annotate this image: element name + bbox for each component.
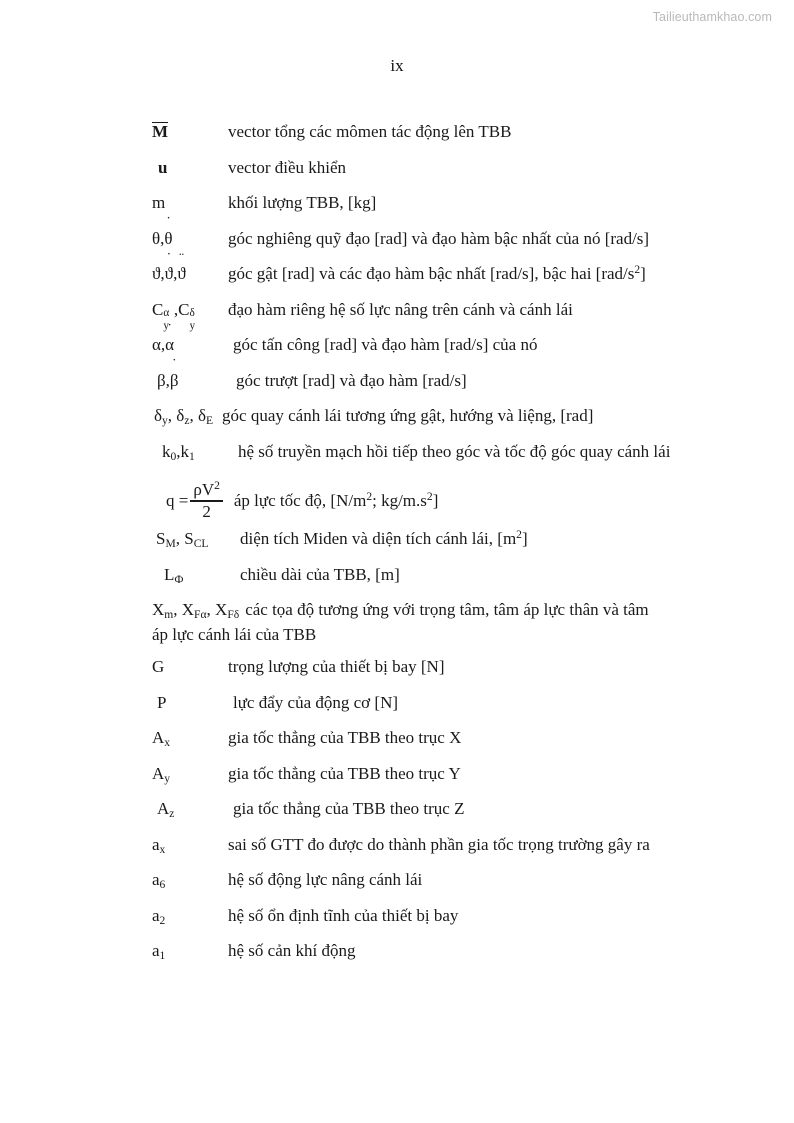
notation-row	[152, 120, 742, 156]
description-text-post: ]	[521, 529, 528, 548]
notation-row	[152, 691, 742, 727]
symbol-vartheta-dot: ˙ ϑ	[164, 250, 174, 283]
description-cell: gia tốc thẳng của TBB theo trục X	[228, 728, 462, 748]
superscript-alpha: α	[163, 307, 170, 320]
symbol-cell	[162, 440, 238, 465]
subscript-one: 1	[189, 449, 195, 463]
subscript-f-delta: Fδ	[227, 608, 240, 622]
notation-row	[152, 475, 742, 527]
symbol-a-y: A	[152, 763, 165, 783]
description-text-post: ]	[640, 264, 646, 283]
symbol-q: q	[166, 490, 175, 510]
description-superscript: 2	[516, 528, 522, 541]
dot-accent-icon: ˙	[166, 215, 171, 232]
symbol-alpha: α	[152, 335, 161, 354]
symbol-cell	[152, 191, 228, 216]
symbol-cell	[152, 939, 228, 964]
symbol-cell	[166, 478, 234, 522]
symbol-alpha-dot: ˙ α	[165, 321, 175, 354]
description-cell: vector tổng các mômen tác động lên TBB	[228, 122, 512, 141]
symbol-beta-dot: ˙ β	[169, 357, 179, 390]
description-cell: góc quay cánh lái tương ứng gật, hướng và liệng, [rad]	[222, 406, 594, 425]
symbol-theta-dot: ˙ θ	[164, 215, 173, 248]
notation-row	[152, 762, 742, 798]
description-cell: chiều dài của TBB, [m]	[240, 564, 400, 584]
symbol-comma: ,	[175, 529, 180, 548]
notation-row	[152, 250, 742, 298]
notation-row	[152, 598, 742, 623]
symbol-s-cl: S	[184, 529, 194, 548]
symbol-x-m: X	[152, 600, 165, 619]
description-cell: hệ số cản khí động	[228, 941, 356, 961]
symbol-comma: ,	[160, 228, 165, 248]
symbol-l-length: L	[164, 564, 175, 584]
superscript-delta: δ	[189, 307, 195, 320]
symbol-vartheta-ddot: ¨ ϑ	[177, 250, 186, 283]
symbol-c-alpha: C	[152, 299, 164, 319]
description-text-pre: áp lực tốc độ, [N/m	[233, 490, 367, 510]
subscript-cl: CL	[193, 537, 209, 551]
symbol-cell	[152, 833, 228, 858]
symbol-comma: ,	[165, 370, 170, 390]
subscript-zero: 0	[170, 449, 177, 463]
symbol-k-one: k	[180, 441, 190, 461]
description-text-mid: ; kg/m.s	[372, 490, 427, 510]
subscript-f-alpha: Fα	[194, 608, 207, 622]
symbol-cell	[152, 215, 228, 252]
symbol-small-a-x: a	[152, 834, 160, 854]
notation-row	[152, 726, 742, 762]
symbol-comma: ,	[173, 264, 178, 283]
watermark-text: Tailieuthamkhao.com	[652, 10, 772, 24]
symbol-cell	[152, 691, 233, 716]
symbol-cell	[152, 762, 228, 787]
subscript-m: m	[164, 608, 174, 622]
symbol-cell	[152, 797, 233, 822]
description-text-pre: diện tích Miden và diện tích cánh lái, [m	[240, 529, 517, 548]
notation-row	[152, 797, 742, 833]
symbol-k-zero: k	[162, 441, 171, 461]
description-cell: gia tốc thẳng của TBB theo trục Y	[228, 763, 461, 783]
symbol-delta-z: δ	[176, 406, 185, 425]
description-text-pre: góc gật [rad] và các đạo hàm bậc nhất [rad/s], bậc hai [rad/s	[228, 264, 635, 283]
symbol-cell	[152, 298, 228, 332]
symbol-cell	[152, 357, 228, 394]
page-number: ix	[390, 56, 404, 75]
description-cell: khối lượng TBB, [kg]	[228, 193, 377, 212]
description-cell: hệ số động lực nâng cánh lái	[228, 870, 423, 890]
description-superscript-1: 2	[366, 489, 373, 503]
subscript-six: 6	[159, 878, 166, 892]
description-cell: góc trượt [rad] và đạo hàm [rad/s]	[236, 370, 467, 390]
fraction-denominator: 2	[202, 501, 211, 521]
symbol-small-a-two: a	[152, 905, 160, 925]
fraction-numerator: $\rho V^2$	[193, 478, 220, 499]
notation-row	[152, 939, 742, 975]
description-cell	[228, 262, 742, 287]
symbol-theta: θ	[152, 228, 161, 248]
notation-row	[152, 868, 742, 904]
description-superscript-2: 2	[426, 489, 433, 503]
symbol-comma: ,	[167, 406, 173, 425]
symbol-cell	[152, 655, 228, 680]
symbol-beta: β	[157, 370, 166, 390]
formula-dynamic-pressure	[166, 478, 225, 522]
symbol-a-z: A	[157, 799, 170, 819]
symbol-comma: ,	[173, 600, 178, 619]
symbol-u-vector: u	[158, 157, 168, 177]
dot-accent-icon: ˙	[167, 321, 173, 338]
symbol-m-vector: M	[152, 122, 169, 141]
notation-row	[152, 440, 742, 476]
description-cell: trọng lượng của thiết bị bay [N]	[228, 657, 445, 677]
symbol-cell	[152, 156, 228, 181]
subscript-y: y	[163, 319, 169, 332]
symbol-cell	[154, 404, 222, 429]
notation-list	[152, 120, 742, 975]
description-cell: gia tốc thẳng của TBB theo trục Z	[233, 799, 465, 819]
subscript-m: M	[165, 537, 176, 551]
description-cell	[234, 489, 742, 514]
symbol-cell	[152, 868, 228, 893]
subscript-z: z	[169, 807, 175, 821]
symbol-small-a-one: a	[152, 941, 160, 961]
notation-row	[152, 156, 742, 192]
symbol-a-x: A	[152, 728, 165, 748]
subscript-x: x	[164, 736, 171, 750]
symbol-cell	[152, 904, 228, 929]
equals-sign: =	[178, 490, 189, 510]
symbol-delta-y: δ	[154, 406, 163, 425]
symbol-c-delta: C	[178, 299, 190, 319]
subscript-y: y	[189, 319, 196, 332]
double-dot-accent-icon: ¨	[179, 250, 184, 267]
dot-accent-icon: ˙	[166, 250, 172, 267]
description-cell: hệ số ổn định tĩnh của thiết bị bay	[228, 905, 459, 925]
symbol-comma: ,	[173, 299, 179, 319]
description-cell: lực đẩy của động cơ [N]	[233, 692, 399, 712]
symbol-cell	[152, 250, 228, 287]
symbol-comma: ,	[176, 441, 181, 461]
symbol-weight: G	[152, 657, 165, 677]
description-continuation: áp lực cánh lái của TBB	[152, 624, 317, 644]
symbol-comma: ,	[206, 600, 211, 619]
notation-row	[152, 321, 742, 369]
subscript-y: y	[162, 414, 168, 428]
notation-row	[152, 404, 742, 440]
description-cell: sai số GTT đo được do thành phần gia tốc trọng trường gây ra	[228, 834, 650, 854]
description-cell: góc nghiêng quỹ đạo [rad] và đạo hàm bậc nhất của nó [rad/s]	[228, 228, 650, 248]
symbol-x-f-delta: X	[215, 600, 228, 619]
symbol-thrust: P	[157, 692, 167, 712]
description-cell: góc tấn công [rad] và đạo hàm [rad/s] của nó	[233, 335, 538, 354]
subscript-z: z	[184, 414, 190, 428]
symbol-cell	[152, 726, 228, 751]
description-cell: vector điều khiển	[228, 157, 347, 177]
dot-accent-icon: ˙	[171, 357, 177, 374]
notation-row	[152, 215, 742, 263]
symbol-vartheta: ϑ	[152, 264, 161, 283]
symbol-cell	[152, 598, 245, 623]
subscript-two: 2	[159, 914, 166, 928]
notation-row	[152, 298, 742, 334]
subscript-x: x	[159, 843, 166, 857]
notation-row	[152, 191, 742, 227]
symbol-cell	[152, 120, 228, 145]
notation-row	[152, 904, 742, 940]
description-cell: các tọa độ tương ứng với trọng tâm, tâm áp lực thân và tâm	[245, 600, 649, 619]
notation-row	[152, 357, 742, 405]
notation-row	[152, 833, 742, 869]
description-cell: hệ số truyền mạch hồi tiếp theo góc và tốc độ góc quay cánh lái	[238, 441, 671, 461]
description-cell	[240, 527, 742, 552]
notation-row	[152, 563, 742, 599]
symbol-small-a-six: a	[152, 870, 160, 890]
notation-row	[152, 655, 742, 691]
symbol-mass: m	[152, 193, 166, 212]
subscript-one: 1	[159, 949, 166, 963]
subscript-y: y	[164, 772, 171, 786]
notation-row	[152, 527, 742, 563]
symbol-x-f-alpha: X	[181, 600, 195, 619]
symbol-delta-e: δ	[197, 406, 206, 425]
description-superscript: 2	[634, 263, 641, 276]
subscript-e: E	[205, 414, 214, 428]
symbol-comma: ,	[189, 406, 194, 425]
symbol-s-miden: S	[156, 529, 166, 548]
fraction	[190, 478, 223, 522]
symbol-comma: ,	[160, 264, 165, 283]
symbol-cell	[152, 321, 228, 358]
subscript-ef: Ф	[174, 572, 184, 586]
description-cell: đạo hàm riêng hệ số lực nâng trên cánh và cánh lái	[228, 299, 573, 319]
symbol-cell	[164, 563, 240, 588]
description-text-post: ]	[432, 490, 439, 510]
symbol-cell	[156, 527, 240, 552]
symbol-comma: ,	[160, 335, 166, 354]
